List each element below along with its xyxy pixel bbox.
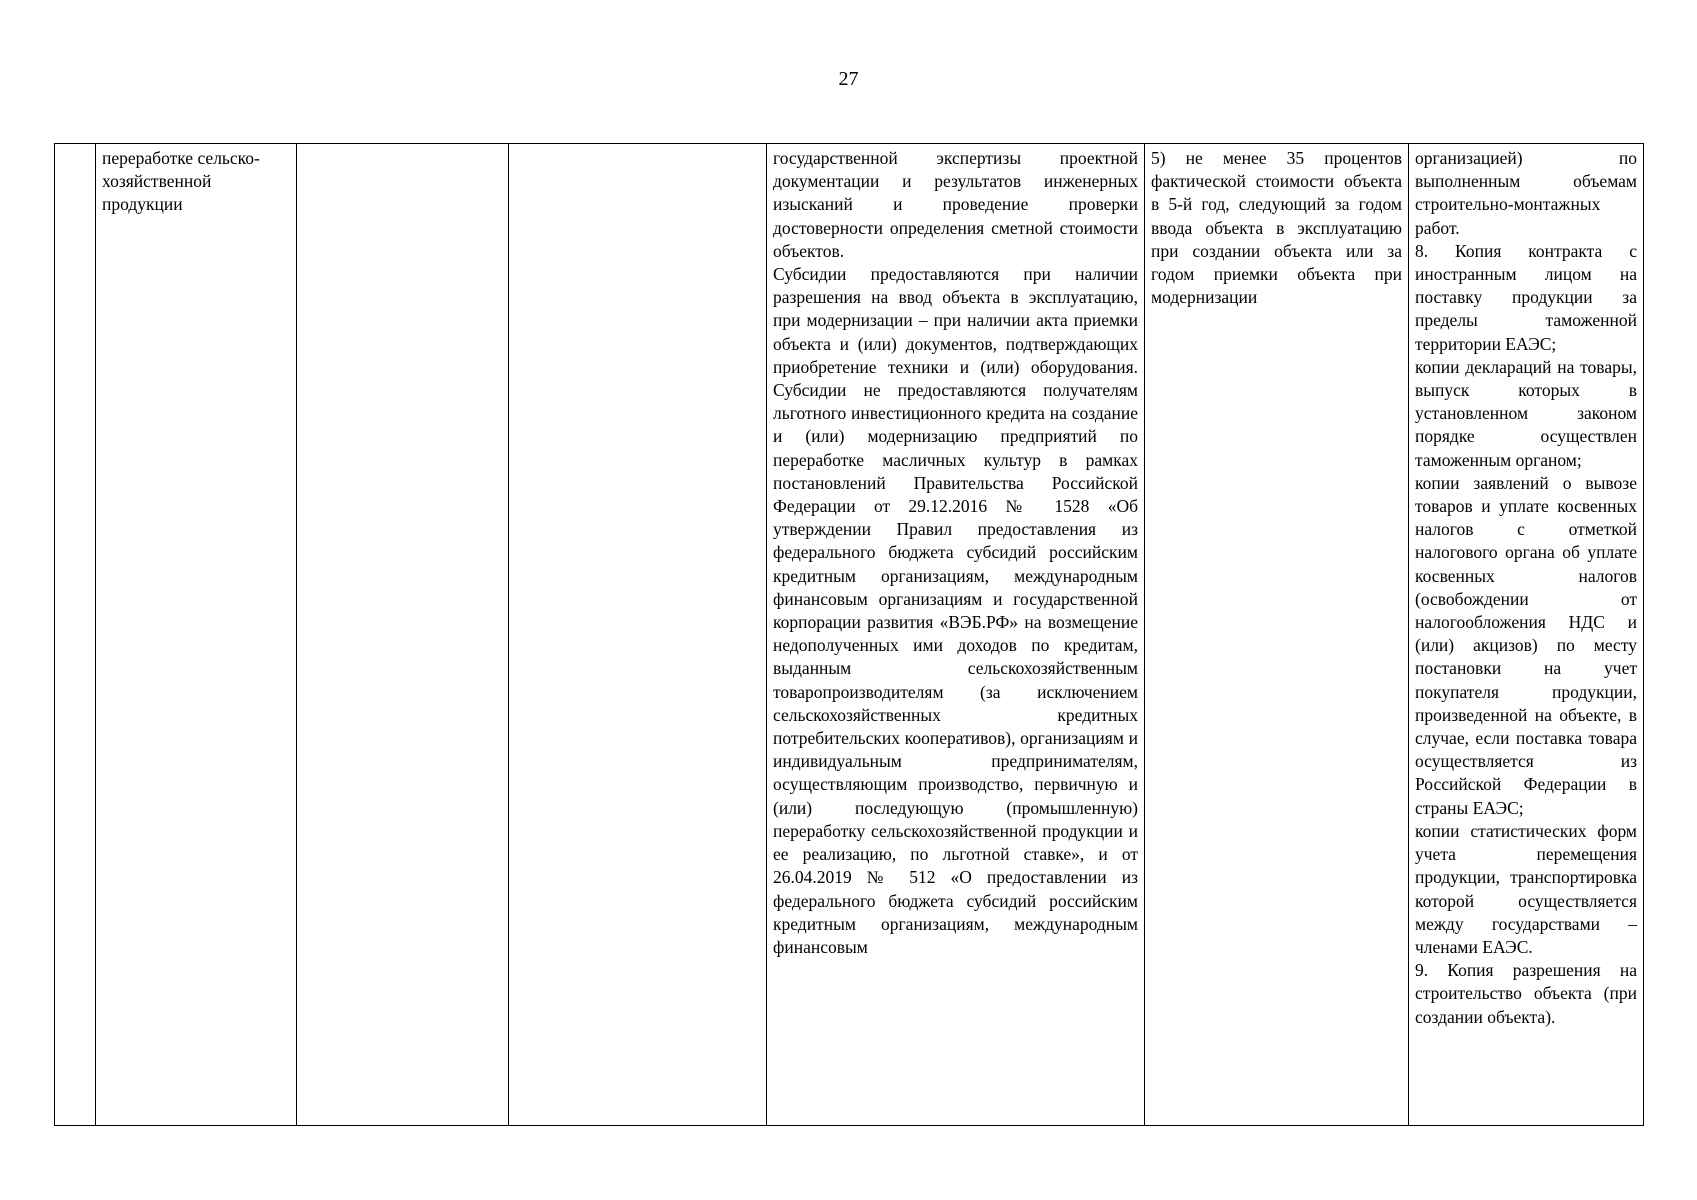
cell-empty-3 <box>297 144 509 1126</box>
cell-documents: организацией) по выполненным объемам строительно-монтажных работ. 8. Копия контракта с иностранным лицом на поставку продукции за пределы таможенной территории ЕАЭС; копии деклараций на товары, выпуск которых в установленном законом порядке осуществлен таможенным органом; копии заявлений о вывозе товаров и уплате косвенных налогов с отметкой налогового органа об уплате косвенных налогов (освобождении от налогообложения НДС и (или) акцизов) по месту постановки на учет покупателя продукции, произведенной на объекте, в случае, если поставка товара осуществляется из Российской Федерации в страны ЕАЭС; копии статистических форм учета перемещения продукции, транспортировка которой осуществляется между государствами – членами ЕАЭС. 9. Копия разрешения на строительство объекта (при создании объекта). <box>1409 144 1644 1126</box>
cell-conditions: государственной экспертизы проектной документации и результатов инженерных изысканий и проведение проверки достоверности определения сметной стоимости объектов. Субсидии предоставляются при наличии разрешения на ввод объекта в эксплуатацию, при модернизации – при наличии акта приемки объекта и (или) документов, подтверждающих приобретение техники и (или) оборудования. Субсидии не предоставляются получателям льготного инвестиционного кредита на создание и (или) модернизацию предприятий по переработке масличных культур в рамках постановлений Правительства Российской Федерации от 29.12.2016 № 1528 «Об утверждении Правил предоставления из федерального бюджета субсидий российским кредитным организациям, международным финансовым организациям и государственной корпорации развития «ВЭБ.РФ» на возмещение недополученных ими доходов по кредитам, выданным сельскохозяйственным товаропроизводителям (за исключением сельскохозяйственных кредитных потребительских кооперативов), организациям и индивидуальным предпринимателям, осуществляющим производство, первичную и (или) последующую (промышленную) переработку сельскохозяйственной продукции и ее реализацию, по льготной ставке», и от 26.04.2019 № 512 «О предоставлении из федерального бюджета субсидий российским кредитным организациям, международным финансовым <box>767 144 1145 1126</box>
page-number: 27 <box>838 68 859 90</box>
document-table <box>54 143 1644 1126</box>
cell-empty-4 <box>509 144 767 1126</box>
cell-requirements: 5) не менее 35 процентов фактической стоимости объекта в 5-й год, следующий за годом ввода объекта в эксплуатацию при создании объекта или за годом приемки объекта при модернизации <box>1145 144 1409 1126</box>
cell-number <box>55 144 96 1126</box>
table-row <box>55 144 1644 1126</box>
cell-direction: переработке сельско- хозяйственной продукции <box>96 144 297 1126</box>
